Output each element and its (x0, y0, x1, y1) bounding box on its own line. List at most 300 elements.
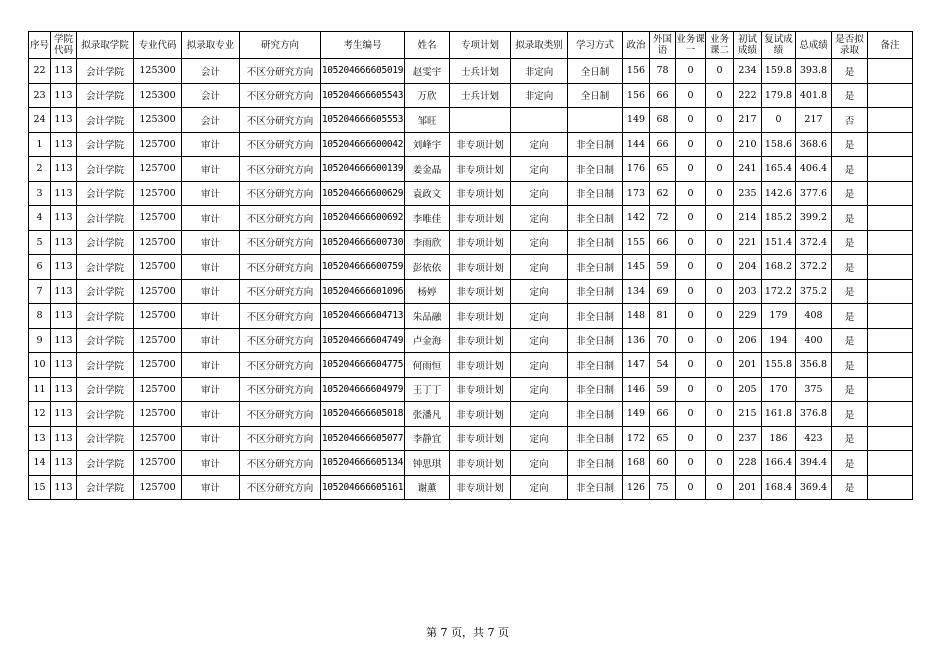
table-cell: 149 (623, 108, 650, 133)
table-cell: 王丁丁 (405, 377, 450, 402)
table-cell (568, 108, 623, 133)
table-cell: 审计 (182, 181, 240, 206)
table-cell (868, 206, 913, 231)
table-cell: 是 (832, 83, 868, 108)
table-cell (868, 475, 913, 500)
table-cell: 李雨欣 (405, 230, 450, 255)
table-cell: 会计学院 (77, 83, 134, 108)
table-cell: 59 (650, 255, 676, 280)
table-cell: 113 (51, 230, 77, 255)
table-cell: 65 (650, 426, 676, 451)
table-cell: 221 (734, 230, 762, 255)
table-cell: 125700 (134, 328, 182, 353)
table-cell: 156 (623, 83, 650, 108)
table-cell: 5 (29, 230, 51, 255)
table-cell: 125700 (134, 451, 182, 476)
table-cell: 151.4 (762, 230, 796, 255)
table-cell: 非全日制 (568, 426, 623, 451)
table-cell: 81 (650, 304, 676, 329)
table-row (29, 59, 913, 84)
table-cell: 0 (676, 59, 706, 84)
table-cell: 0 (676, 255, 706, 280)
column-header: 备注 (868, 32, 913, 59)
table-cell (868, 426, 913, 451)
table-cell: 0 (706, 132, 734, 157)
table-cell: 185.2 (762, 206, 796, 231)
table-cell: 113 (51, 353, 77, 378)
table-cell: 0 (676, 83, 706, 108)
table-cell (868, 402, 913, 427)
table-cell: 0 (762, 108, 796, 133)
table-cell: 125700 (134, 353, 182, 378)
table-cell: 0 (706, 255, 734, 280)
table-cell: 161.8 (762, 402, 796, 427)
table-cell: 235 (734, 181, 762, 206)
table-cell: 0 (706, 59, 734, 84)
table-cell: 定向 (511, 230, 568, 255)
table-cell: 14 (29, 451, 51, 476)
table-cell: 7 (29, 279, 51, 304)
table-cell: 非全日制 (568, 328, 623, 353)
table-cell: 会计学院 (77, 451, 134, 476)
table-cell: 105204666604713 (321, 304, 405, 329)
table-cell: 113 (51, 451, 77, 476)
table-cell: 68 (650, 108, 676, 133)
table-cell: 非全日制 (568, 230, 623, 255)
table-cell: 144 (623, 132, 650, 157)
table-cell: 会计学院 (77, 108, 134, 133)
table-cell: 113 (51, 132, 77, 157)
table-cell: 15 (29, 475, 51, 500)
table-cell: 113 (51, 157, 77, 182)
table-cell: 146 (623, 377, 650, 402)
table-cell: 审计 (182, 157, 240, 182)
table-cell: 非专项计划 (450, 255, 511, 280)
table-cell: 会计学院 (77, 157, 134, 182)
table-cell: 杨婷 (405, 279, 450, 304)
table-cell: 会计学院 (77, 279, 134, 304)
table-cell: 179.8 (762, 83, 796, 108)
table-cell: 是 (832, 181, 868, 206)
table-cell: 125700 (134, 132, 182, 157)
table-cell: 不区分研究方向 (240, 279, 321, 304)
table-cell: 定向 (511, 426, 568, 451)
table-row (29, 157, 913, 182)
table-cell: 非全日制 (568, 206, 623, 231)
table-cell (868, 59, 913, 84)
table-cell: 会计学院 (77, 206, 134, 231)
table-row (29, 132, 913, 157)
table-cell: 210 (734, 132, 762, 157)
table-cell: 125700 (134, 426, 182, 451)
admission-table (28, 31, 913, 500)
table-cell: 会计学院 (77, 377, 134, 402)
table-cell: 105204666605077 (321, 426, 405, 451)
table-cell: 非专项计划 (450, 181, 511, 206)
table-cell: 125700 (134, 377, 182, 402)
table-cell: 0 (706, 83, 734, 108)
table-cell: 是 (832, 353, 868, 378)
table-cell: 125700 (134, 279, 182, 304)
table-cell: 刘峰宇 (405, 132, 450, 157)
table-cell: 69 (650, 279, 676, 304)
table-cell: 105204666604979 (321, 377, 405, 402)
column-header: 政治 (623, 32, 650, 59)
table-cell (511, 108, 568, 133)
column-header: 拟录取类别 (511, 32, 568, 59)
table-cell: 姜金晶 (405, 157, 450, 182)
table-cell: 会计 (182, 83, 240, 108)
table-cell: 审计 (182, 451, 240, 476)
table-cell: 401.8 (796, 83, 832, 108)
table-cell: 113 (51, 426, 77, 451)
table-cell: 非专项计划 (450, 132, 511, 157)
column-header: 业务课一 (676, 32, 706, 59)
table-cell: 是 (832, 451, 868, 476)
table-cell: 非专项计划 (450, 279, 511, 304)
table-cell: 谢薰 (405, 475, 450, 500)
table-cell: 165.4 (762, 157, 796, 182)
table-cell: 237 (734, 426, 762, 451)
table-cell: 156 (623, 59, 650, 84)
table-row (29, 426, 913, 451)
table-cell: 105204666600629 (321, 181, 405, 206)
table-cell: 105204666604775 (321, 353, 405, 378)
table-cell: 赵雯宇 (405, 59, 450, 84)
table-cell: 审计 (182, 402, 240, 427)
table-cell: 定向 (511, 157, 568, 182)
table-cell: 125300 (134, 59, 182, 84)
table-cell: 105204666605134 (321, 451, 405, 476)
table-cell: 不区分研究方向 (240, 108, 321, 133)
table-cell: 228 (734, 451, 762, 476)
table-cell: 66 (650, 132, 676, 157)
table-row (29, 108, 913, 133)
table-cell: 134 (623, 279, 650, 304)
table-cell: 194 (762, 328, 796, 353)
table-cell: 会计学院 (77, 132, 134, 157)
table-cell: 不区分研究方向 (240, 451, 321, 476)
table-cell (868, 132, 913, 157)
table-row (29, 304, 913, 329)
table-cell: 会计学院 (77, 304, 134, 329)
table-cell: 定向 (511, 475, 568, 500)
table-cell: 0 (706, 377, 734, 402)
table-cell: 不区分研究方向 (240, 230, 321, 255)
table-cell: 0 (676, 353, 706, 378)
table-cell: 168.2 (762, 255, 796, 280)
table-cell: 0 (706, 304, 734, 329)
table-row (29, 279, 913, 304)
column-header: 专业代码 (134, 32, 182, 59)
column-header: 是否拟录取 (832, 32, 868, 59)
table-cell: 不区分研究方向 (240, 304, 321, 329)
table-row (29, 181, 913, 206)
table-cell: 145 (623, 255, 650, 280)
table-cell: 是 (832, 132, 868, 157)
column-header: 拟录取学院 (77, 32, 134, 59)
column-header: 学院代码 (51, 32, 77, 59)
table-cell: 非专项计划 (450, 475, 511, 500)
table-cell: 非专项计划 (450, 328, 511, 353)
table-cell: 不区分研究方向 (240, 83, 321, 108)
table-cell: 0 (676, 206, 706, 231)
table-cell: 非专项计划 (450, 377, 511, 402)
column-header: 研究方向 (240, 32, 321, 59)
table-cell: 205 (734, 377, 762, 402)
table-cell: 206 (734, 328, 762, 353)
table-cell: 非定向 (511, 59, 568, 84)
table-cell: 审计 (182, 132, 240, 157)
table-cell: 369.4 (796, 475, 832, 500)
table-cell: 10 (29, 353, 51, 378)
table-cell: 179 (762, 304, 796, 329)
table-cell: 125700 (134, 475, 182, 500)
table-cell: 113 (51, 206, 77, 231)
table-cell (868, 181, 913, 206)
table-cell: 非专项计划 (450, 206, 511, 231)
table-cell: 邹旺 (405, 108, 450, 133)
table-cell: 11 (29, 377, 51, 402)
table-cell: 0 (676, 279, 706, 304)
table-cell: 105204666605553 (321, 108, 405, 133)
table-row (29, 230, 913, 255)
table-cell: 155 (623, 230, 650, 255)
table-cell: 会计学院 (77, 230, 134, 255)
table-cell: 3 (29, 181, 51, 206)
table-cell: 217 (796, 108, 832, 133)
table-cell: 是 (832, 157, 868, 182)
table-cell: 李唯佳 (405, 206, 450, 231)
table-cell: 0 (706, 353, 734, 378)
table-cell: 125300 (134, 83, 182, 108)
table-cell: 会计学院 (77, 59, 134, 84)
table-cell: 0 (676, 377, 706, 402)
table-cell: 张潘凡 (405, 402, 450, 427)
table-cell: 113 (51, 402, 77, 427)
table-cell: 125700 (134, 255, 182, 280)
table-cell: 155.8 (762, 353, 796, 378)
table-cell: 不区分研究方向 (240, 377, 321, 402)
table-cell: 59 (650, 377, 676, 402)
table-cell: 定向 (511, 132, 568, 157)
column-header: 初试成绩 (734, 32, 762, 59)
column-header: 专项计划 (450, 32, 511, 59)
table-cell: 非专项计划 (450, 230, 511, 255)
table-cell: 定向 (511, 353, 568, 378)
table-cell: 203 (734, 279, 762, 304)
table-cell: 定向 (511, 451, 568, 476)
table-cell: 0 (706, 328, 734, 353)
table-cell: 376.8 (796, 402, 832, 427)
table-cell: 非专项计划 (450, 304, 511, 329)
table-cell: 会计学院 (77, 181, 134, 206)
table-cell: 78 (650, 59, 676, 84)
table-cell: 75 (650, 475, 676, 500)
table-cell: 审计 (182, 328, 240, 353)
table-cell: 159.8 (762, 59, 796, 84)
table-cell: 234 (734, 59, 762, 84)
table-cell: 是 (832, 206, 868, 231)
table-cell (868, 157, 913, 182)
table-cell: 423 (796, 426, 832, 451)
table-cell: 全日制 (568, 83, 623, 108)
table-cell: 66 (650, 83, 676, 108)
table-cell: 钟思琪 (405, 451, 450, 476)
table-cell: 113 (51, 181, 77, 206)
table-cell (868, 230, 913, 255)
table-cell: 368.6 (796, 132, 832, 157)
table-cell: 0 (676, 108, 706, 133)
table-cell: 非专项计划 (450, 157, 511, 182)
table-cell: 1 (29, 132, 51, 157)
table-cell: 卢金海 (405, 328, 450, 353)
table-cell: 113 (51, 328, 77, 353)
table-row (29, 377, 913, 402)
table-cell: 66 (650, 402, 676, 427)
table-cell: 22 (29, 59, 51, 84)
table-cell (868, 353, 913, 378)
table-cell: 定向 (511, 402, 568, 427)
table-cell: 袁政文 (405, 181, 450, 206)
header-row (29, 32, 913, 59)
table-cell: 非全日制 (568, 402, 623, 427)
table-cell: 是 (832, 279, 868, 304)
table-cell: 何雨恒 (405, 353, 450, 378)
table-cell: 是 (832, 59, 868, 84)
table-cell: 定向 (511, 206, 568, 231)
table-cell: 0 (676, 451, 706, 476)
table-cell: 0 (706, 451, 734, 476)
table-cell: 是 (832, 377, 868, 402)
table-cell: 62 (650, 181, 676, 206)
table-cell: 158.6 (762, 132, 796, 157)
table-cell: 172.2 (762, 279, 796, 304)
table-cell: 113 (51, 255, 77, 280)
table-cell: 不区分研究方向 (240, 157, 321, 182)
table-cell: 113 (51, 59, 77, 84)
table-cell: 201 (734, 353, 762, 378)
table-body (29, 59, 913, 500)
table-cell: 66 (650, 230, 676, 255)
table-cell: 彭依依 (405, 255, 450, 280)
table-cell: 定向 (511, 181, 568, 206)
table-cell: 是 (832, 255, 868, 280)
table-cell: 士兵计划 (450, 59, 511, 84)
table-cell: 0 (706, 206, 734, 231)
table-cell: 408 (796, 304, 832, 329)
table-cell: 176 (623, 157, 650, 182)
table-cell: 105204666601096 (321, 279, 405, 304)
table-cell: 375.2 (796, 279, 832, 304)
table-cell: 170 (762, 377, 796, 402)
table-cell: 是 (832, 328, 868, 353)
table-cell: 172 (623, 426, 650, 451)
table-cell: 229 (734, 304, 762, 329)
table-row (29, 475, 913, 500)
column-header: 考生编号 (321, 32, 405, 59)
table-cell: 24 (29, 108, 51, 133)
table-cell: 125700 (134, 157, 182, 182)
table-cell: 105204666604749 (321, 328, 405, 353)
table-cell: 非全日制 (568, 451, 623, 476)
table-row (29, 83, 913, 108)
table-cell: 是 (832, 304, 868, 329)
table-cell: 会计 (182, 59, 240, 84)
table-cell: 非定向 (511, 83, 568, 108)
table-cell: 215 (734, 402, 762, 427)
column-header: 总成绩 (796, 32, 832, 59)
table-cell: 356.8 (796, 353, 832, 378)
table-header (29, 32, 913, 59)
table-cell: 非全日制 (568, 304, 623, 329)
table-cell: 定向 (511, 328, 568, 353)
table-cell: 126 (623, 475, 650, 500)
table-cell: 105204666605161 (321, 475, 405, 500)
table-cell: 会计学院 (77, 475, 134, 500)
table-cell: 406.4 (796, 157, 832, 182)
table-cell: 0 (706, 402, 734, 427)
table-cell: 审计 (182, 279, 240, 304)
table-cell: 142.6 (762, 181, 796, 206)
table-cell: 399.2 (796, 206, 832, 231)
table-cell: 0 (676, 132, 706, 157)
table-cell: 204 (734, 255, 762, 280)
table-cell: 非专项计划 (450, 451, 511, 476)
table-cell: 2 (29, 157, 51, 182)
table-cell: 105204666600042 (321, 132, 405, 157)
table-cell: 定向 (511, 377, 568, 402)
table-cell: 113 (51, 83, 77, 108)
table-cell: 105204666600139 (321, 157, 405, 182)
table-cell: 168 (623, 451, 650, 476)
table-cell: 23 (29, 83, 51, 108)
table-cell: 会计学院 (77, 353, 134, 378)
table-cell: 60 (650, 451, 676, 476)
table-row (29, 451, 913, 476)
table-cell: 72 (650, 206, 676, 231)
table-cell: 0 (706, 279, 734, 304)
table-cell: 8 (29, 304, 51, 329)
table-cell: 非全日制 (568, 181, 623, 206)
table-cell: 12 (29, 402, 51, 427)
table-cell: 李静宜 (405, 426, 450, 451)
table-cell: 4 (29, 206, 51, 231)
table-row (29, 328, 913, 353)
table-cell: 非全日制 (568, 475, 623, 500)
table-cell: 审计 (182, 426, 240, 451)
table-cell: 377.6 (796, 181, 832, 206)
table-cell: 0 (706, 230, 734, 255)
table-cell: 会计学院 (77, 426, 134, 451)
table-cell: 非全日制 (568, 279, 623, 304)
column-header: 外国语 (650, 32, 676, 59)
table-row (29, 255, 913, 280)
table-cell: 113 (51, 108, 77, 133)
table-cell: 非全日制 (568, 353, 623, 378)
table-cell: 113 (51, 304, 77, 329)
column-header: 序号 (29, 32, 51, 59)
table-cell: 105204666600759 (321, 255, 405, 280)
table-cell: 非专项计划 (450, 353, 511, 378)
table-cell: 70 (650, 328, 676, 353)
table-cell: 不区分研究方向 (240, 475, 321, 500)
table-cell: 105204666605019 (321, 59, 405, 84)
table-cell: 136 (623, 328, 650, 353)
table-cell (868, 279, 913, 304)
table-cell: 0 (706, 108, 734, 133)
table-cell: 9 (29, 328, 51, 353)
